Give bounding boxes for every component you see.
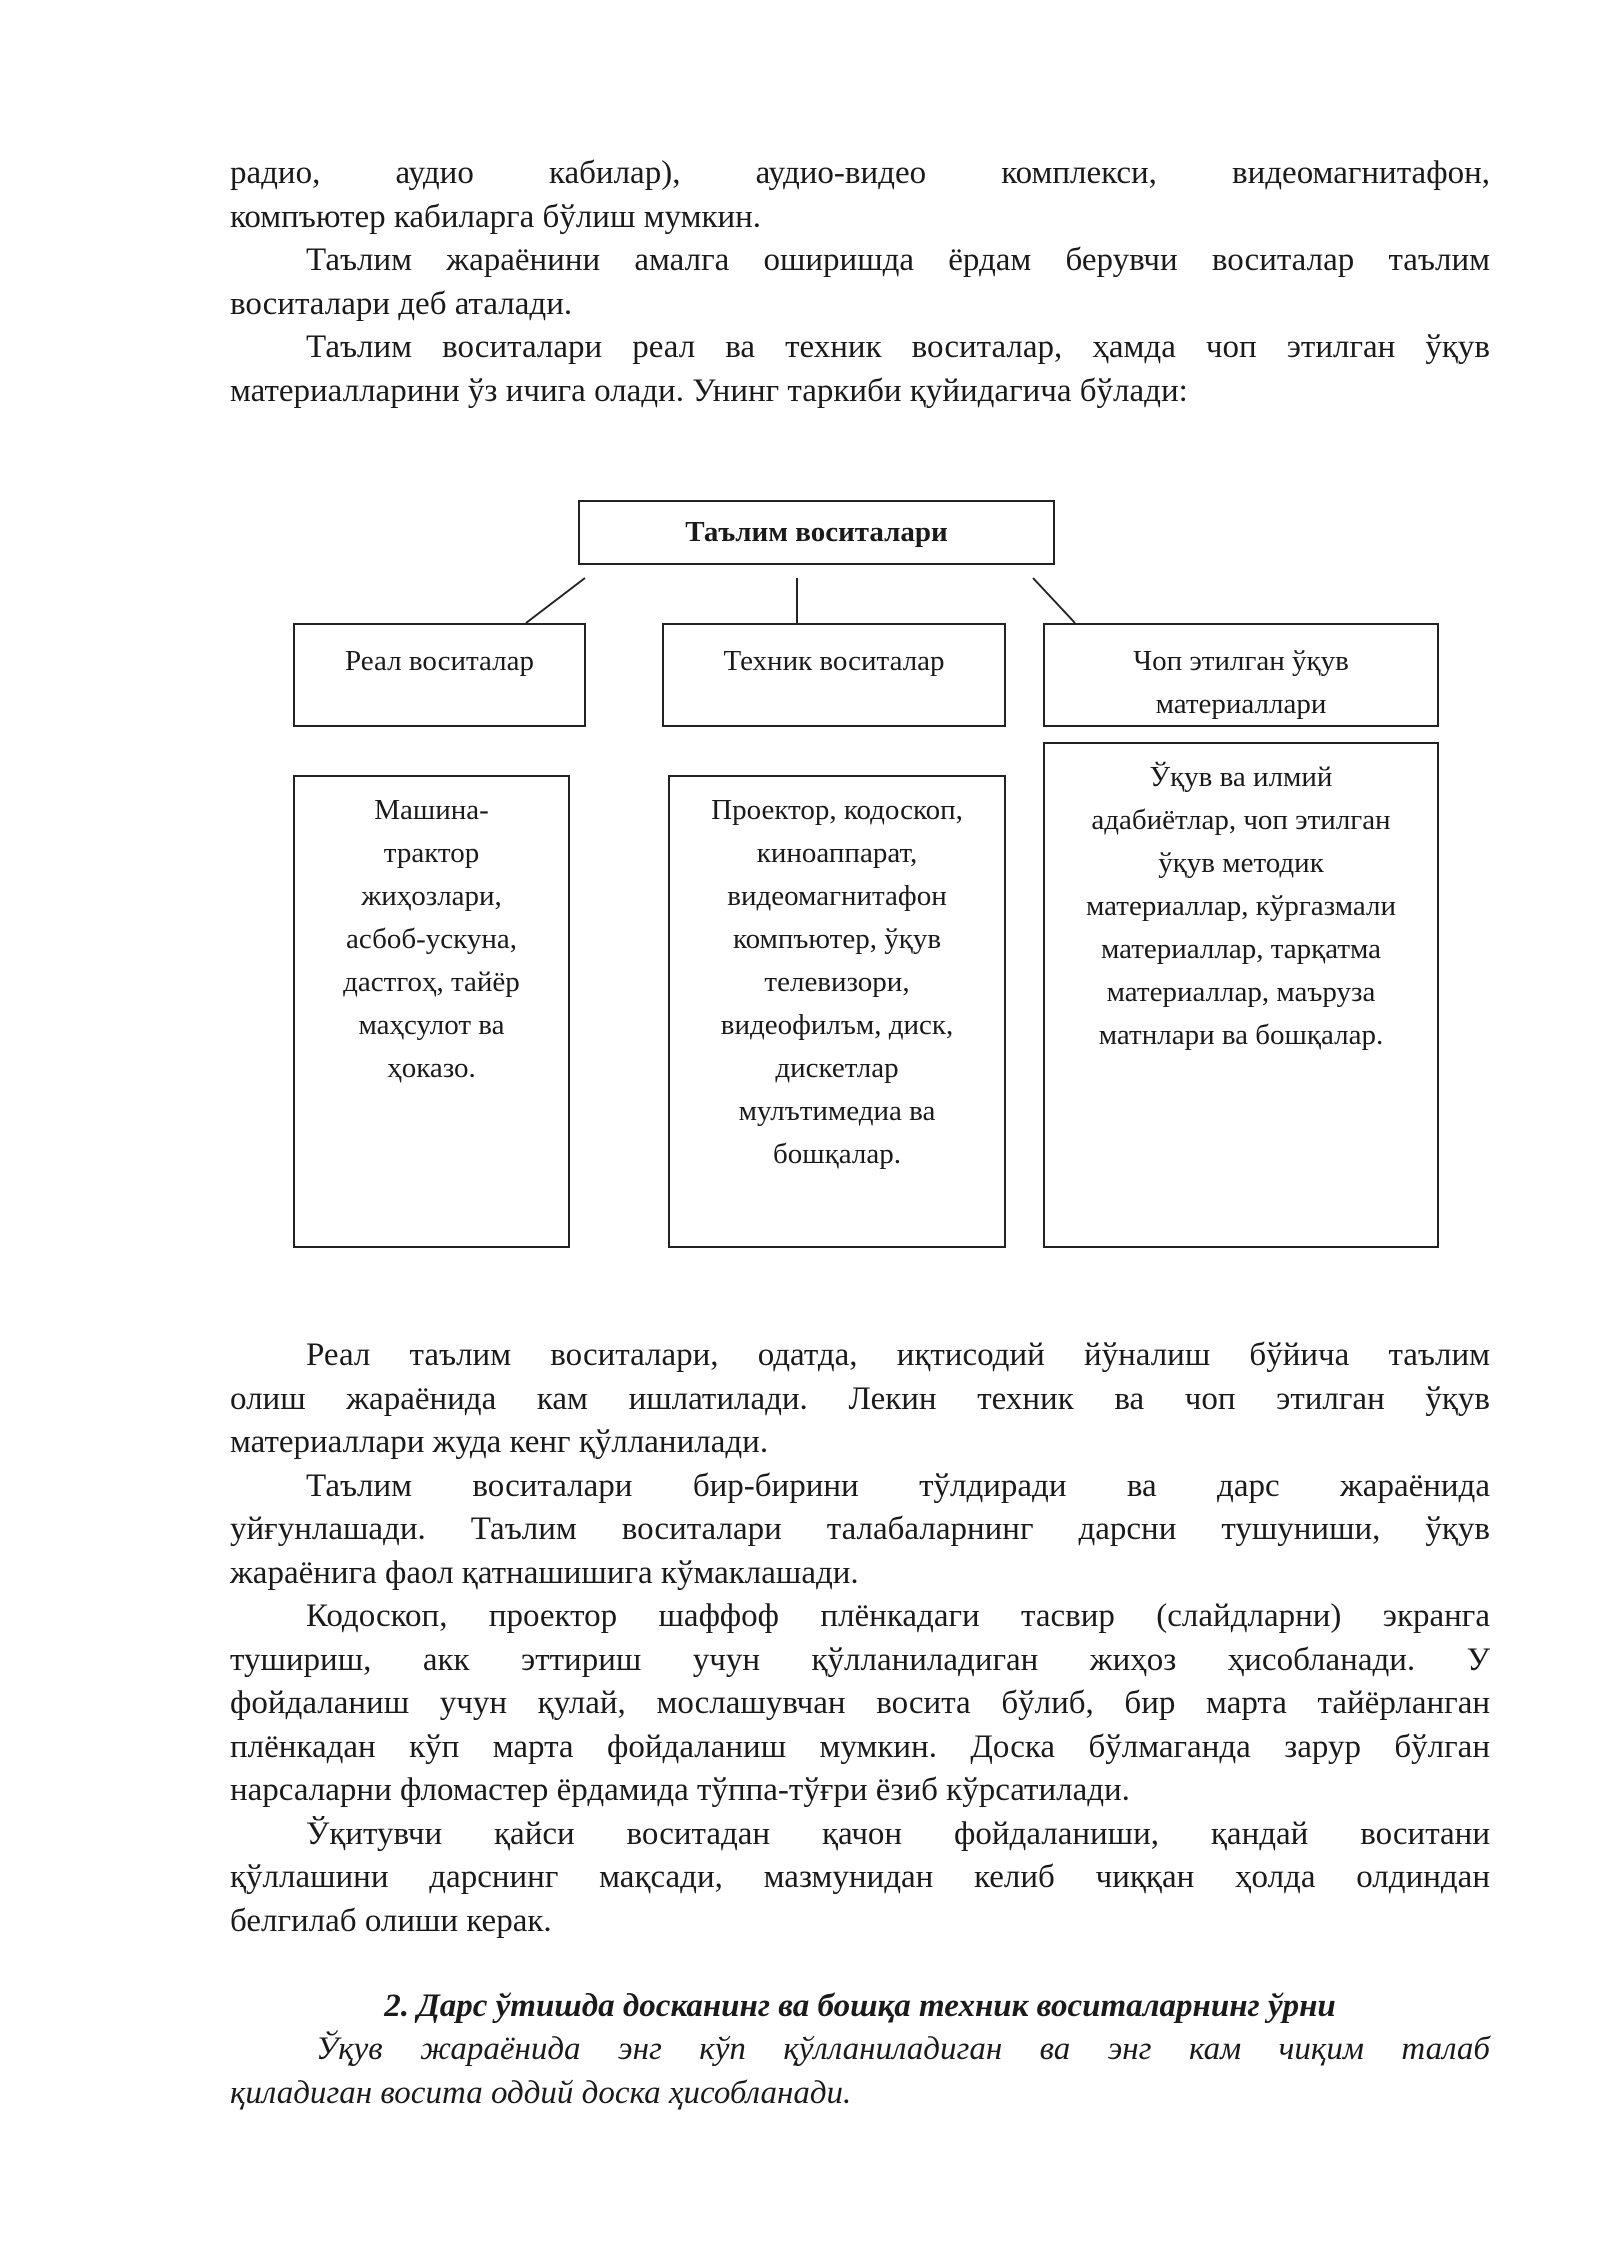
- body-text: [230, 1334, 1490, 1943]
- detail-line: дастгоҳ, тайёр: [343, 966, 520, 998]
- paragraph: [230, 326, 1490, 413]
- connector-right: [1033, 578, 1075, 623]
- text-line: компъютер кабиларга бўлиш мумкин.: [230, 198, 762, 235]
- diagram-root-label: Таълим воситалари: [685, 516, 948, 548]
- detail-line: киноаппарат,: [756, 837, 918, 869]
- text-line: Реал таълим воситалари, одатда, иқтисодий йўналиш бўйича таълим: [306, 1337, 1490, 1373]
- text-line: Таълим жараёнини амалга оширишда ёрдам берувчи воситалар таълим: [306, 242, 1490, 278]
- detail-line: жиҳозлари,: [361, 880, 502, 912]
- detail-line: материаллар, маъруза: [1106, 976, 1376, 1008]
- paragraph: [230, 1465, 1490, 1596]
- detail-line: видеофилъм, диск,: [720, 1009, 954, 1041]
- detail-line: матнлари ва бошқалар.: [1098, 1019, 1384, 1051]
- detail-line: компъютер, ўқув: [732, 923, 942, 955]
- detail-line: материаллар, тарқатма: [1100, 933, 1382, 965]
- paragraph: [230, 152, 1490, 239]
- text-line: воситалари деб аталади.: [230, 285, 573, 322]
- text-line: нарсаларни фломастер ёрдамида тўппа-тўғри ёзиб кўрсатилади.: [230, 1772, 1130, 1808]
- category-label: Чоп этилган ўқув: [1133, 645, 1349, 677]
- text-line: Ўқитувчи қайси воситадан қачон фойдаланиши, қандай воситани: [306, 1815, 1490, 1852]
- text-line: уйғунлашади. Таълим воситалари талабаларнинг дарсни тушуниши, ўқув: [230, 1511, 1490, 1547]
- detail-line: бошқалар.: [773, 1138, 901, 1170]
- category-box-printed: [1043, 623, 1439, 727]
- paragraph: [230, 1595, 1490, 1813]
- intro-text: [230, 152, 1490, 413]
- text-line: Ўқув жараёнида энг кўп қўлланиладиган ва энг кам чиқим талаб: [316, 2031, 1490, 2067]
- category-label: Реал воситалар: [345, 645, 534, 677]
- text-line: олиш жараёнида кам ишлатилади. Лекин техник ва чоп этилган ўқув: [230, 1380, 1490, 1417]
- text-line: фойдаланиш учун қулай, мослашувчан восита бўлиб, бир марта тайёрланган: [230, 1685, 1490, 1721]
- detail-line: Проектор, кодоскоп,: [711, 794, 963, 826]
- text-line: тушириш, акк эттириш учун қўлланиладиган жиҳоз ҳисобланади. У: [230, 1641, 1490, 1678]
- category-box-technical: [662, 623, 1006, 727]
- detail-line: маҳсулот ва: [358, 1009, 505, 1041]
- detail-line: ўқув методик: [1158, 847, 1324, 879]
- detail-line: трактор: [383, 837, 480, 869]
- text-line: белгилаб олиши керак.: [230, 1902, 552, 1939]
- detail-line: телевизори,: [764, 966, 910, 998]
- diagram-root-box: [578, 500, 1055, 565]
- text-line: плёнкадан кўп марта фойдаланиш мумкин. Доска бўлмаганда зарур бўлган: [230, 1728, 1490, 1765]
- text-line: жараёнига фаол қатнашишига кўмаклашади.: [230, 1554, 859, 1591]
- detail-line: дискетлар: [775, 1052, 899, 1084]
- text-line: материаллари жуда кенг қўлланилади.: [230, 1424, 769, 1460]
- detail-line: адабиётлар, чоп этилган: [1091, 804, 1391, 836]
- paragraph: [230, 1813, 1490, 1944]
- detail-line: мулътимедиа ва: [738, 1095, 936, 1127]
- connector-left: [526, 578, 585, 623]
- detail-box-real: [293, 775, 570, 1248]
- section-intro-text: [230, 2028, 1490, 2115]
- detail-line: материаллар, кўргазмали: [1086, 890, 1396, 922]
- text-line: қўллашини дарснинг мақсади, мазмунидан келиб чиққан ҳолда олдиндан: [230, 1859, 1490, 1895]
- paragraph: [230, 239, 1490, 326]
- category-label: Техник воситалар: [723, 645, 945, 677]
- detail-line: ҳоказо.: [387, 1052, 476, 1084]
- category-box-real: [293, 623, 586, 727]
- text-line: материалларини ўз ичига олади. Унинг таркиби қуйидагича бўлади:: [230, 372, 1188, 409]
- text-line: Таълим воситалари реал ва техник воситалар, ҳамда чоп этилган ўқув: [306, 329, 1490, 365]
- detail-line: видеомагнитафон: [727, 880, 947, 912]
- section-heading: 2. Дарс ўтишда досканинг ва бошқа техник воситаларнинг ўрни: [384, 1988, 1336, 2024]
- text-line: Кодоскоп, проектор шаффоф плёнкадаги тасвир (слайдларни) экранга: [306, 1598, 1490, 1634]
- detail-box-technical: [668, 775, 1006, 1248]
- detail-box-printed: [1043, 742, 1439, 1248]
- text-line: қиладиган восита оддий доска ҳисобланади.: [230, 2074, 852, 2111]
- text-line: Таълим воситалари бир-бирини тўлдиради ва дарс жараёнида: [306, 1467, 1490, 1504]
- detail-line: Машина-: [374, 794, 489, 826]
- category-label: материаллари: [1155, 688, 1327, 720]
- detail-line: асбоб-ускуна,: [346, 923, 517, 955]
- detail-line: Ўқув ва илмий: [1149, 761, 1333, 793]
- text-line: радио, аудио кабилар), аудио-видео комплекси, видеомагнитафон,: [230, 155, 1490, 191]
- paragraph: [230, 1334, 1490, 1465]
